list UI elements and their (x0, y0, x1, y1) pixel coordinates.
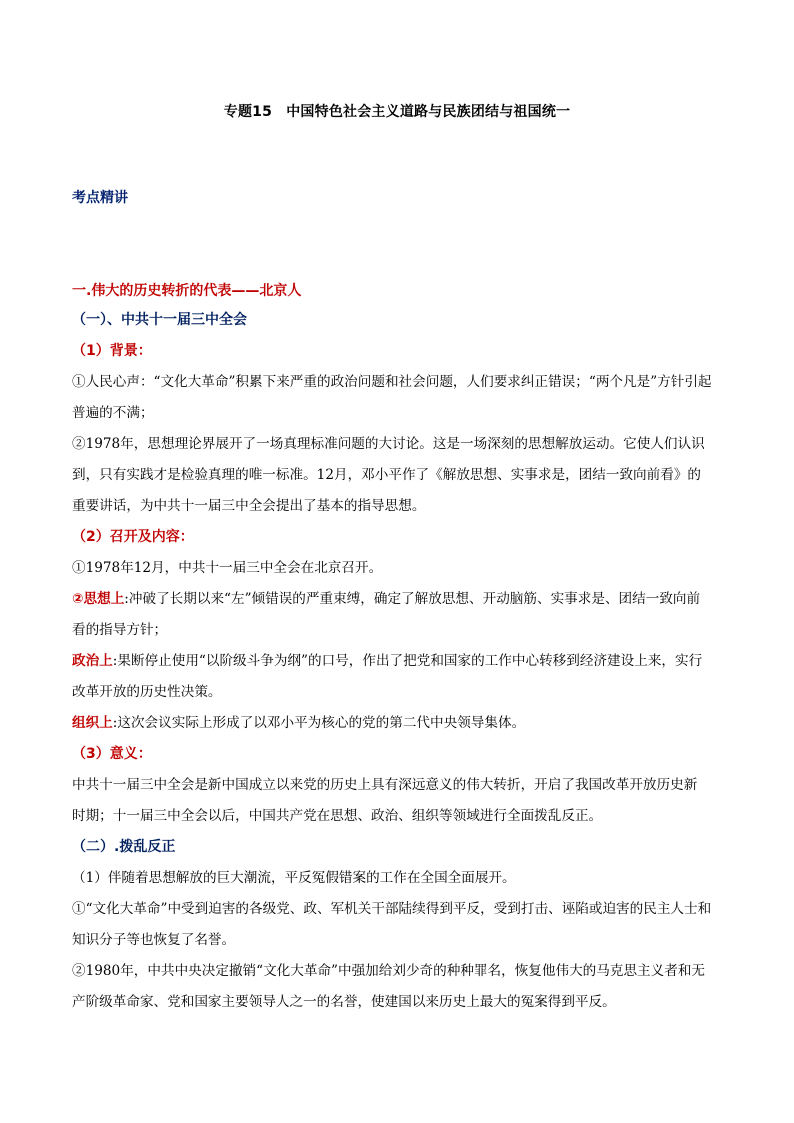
organization-label: 组织上 (72, 715, 113, 731)
background-point-2-line-2: 到，只有实践才是检验真理的唯一标准。12月，邓小平作了《解放思想、实事求是，团结一致向前看》的 (72, 467, 702, 483)
rehabilitation-intro: （1）伴随着思想解放的巨大潮流，平反冤假错案的工作在全国全面展开。 (72, 870, 516, 886)
ideology-text: :冲破了长期以来“左”倾错误的严重束缚，确定了解放思想、开动脑筋、实事求是、团结一致向前 (124, 591, 701, 607)
background-point-1-line-1: ①人民心声：“文化大革命”积累下来严重的政治问题和社会问题，人们要求纠正错误；“两个凡是”方针引起 (72, 374, 712, 390)
page-title: 专题15 中国特色社会主义道路与民族团结与祖国统一 (223, 104, 571, 120)
content-ideology-line-1 (72, 584, 724, 615)
rehabilitation-point-1-line-1: ①“文化大革命”中受到迫害的各级党、政、军机关干部陆续得到平反，受到打击、诬陷或迫害的民主人士和 (72, 901, 712, 917)
heading-convening-content: （2）召开及内容： (72, 529, 194, 545)
politics-text: :果断停止使用“以阶级斗争为纲”的口号，作出了把党和国家的工作中心转移到经济建设上来，实行 (112, 653, 703, 669)
heading-background: （1）背景： (72, 343, 152, 359)
politics-label: 政治上 (72, 653, 113, 669)
rehabilitation-point-2-line-1: ②1980年，中共中央决定撤销“文化大革命”中强加给刘少奇的种种罪名，恢复他伟大的马克思主义者和无 (72, 963, 706, 979)
rehabilitation-point-2-line-2: 产阶级革命家、党和国家主要领导人之一的名誉，使建国以来历史上最大的冤案得到平反。 (72, 994, 616, 1010)
significance-line-2: 时期；十一届三中全会以后，中国共产党在思想、政治、组织等领域进行全面拨乱反正。 (72, 808, 603, 824)
content-ideology-line-2: 看的指导方针； (72, 622, 168, 638)
significance-line-1: 中共十一届三中全会是新中国成立以来党的历史上具有深远意义的伟大转折，开启了我国改革开放历史新 (72, 777, 698, 793)
content-point-1: ①1978年12月，中共十一届三中全会在北京召开。 (72, 560, 383, 576)
heading-historical-turn: 一.伟大的历史转折的代表——北京人 (72, 283, 302, 299)
heading-significance: （3）意义： (72, 746, 152, 762)
background-point-1-line-2: 普遍的不满； (72, 405, 154, 421)
background-point-2-line-3: 重要讲话，为中共十一届三中全会提出了基本的指导思想。 (72, 498, 426, 514)
content-organization (72, 708, 724, 739)
subheading-setting-right: （二）.拨乱反正 (72, 839, 176, 855)
content-politics-line-1 (72, 646, 724, 677)
ideology-label: ②思想上 (72, 591, 125, 607)
section-label: 考点精讲 (72, 190, 128, 206)
rehabilitation-point-1-line-2: 知识分子等也恢复了名誉。 (72, 932, 236, 948)
document-body (72, 277, 724, 1018)
content-politics-line-2: 改革开放的历史性决策。 (72, 684, 222, 700)
organization-text: :这次会议实际上形成了以邓小平为核心的党的第二代中央领导集体。 (112, 715, 526, 731)
subheading-third-plenum: （一）、中共十一届三中全会 (72, 312, 247, 328)
background-point-2-line-1: ②1978年，思想理论界展开了一场真理标准问题的大讨论。这是一场深刻的思想解放运动。它使人们认识 (72, 436, 705, 452)
